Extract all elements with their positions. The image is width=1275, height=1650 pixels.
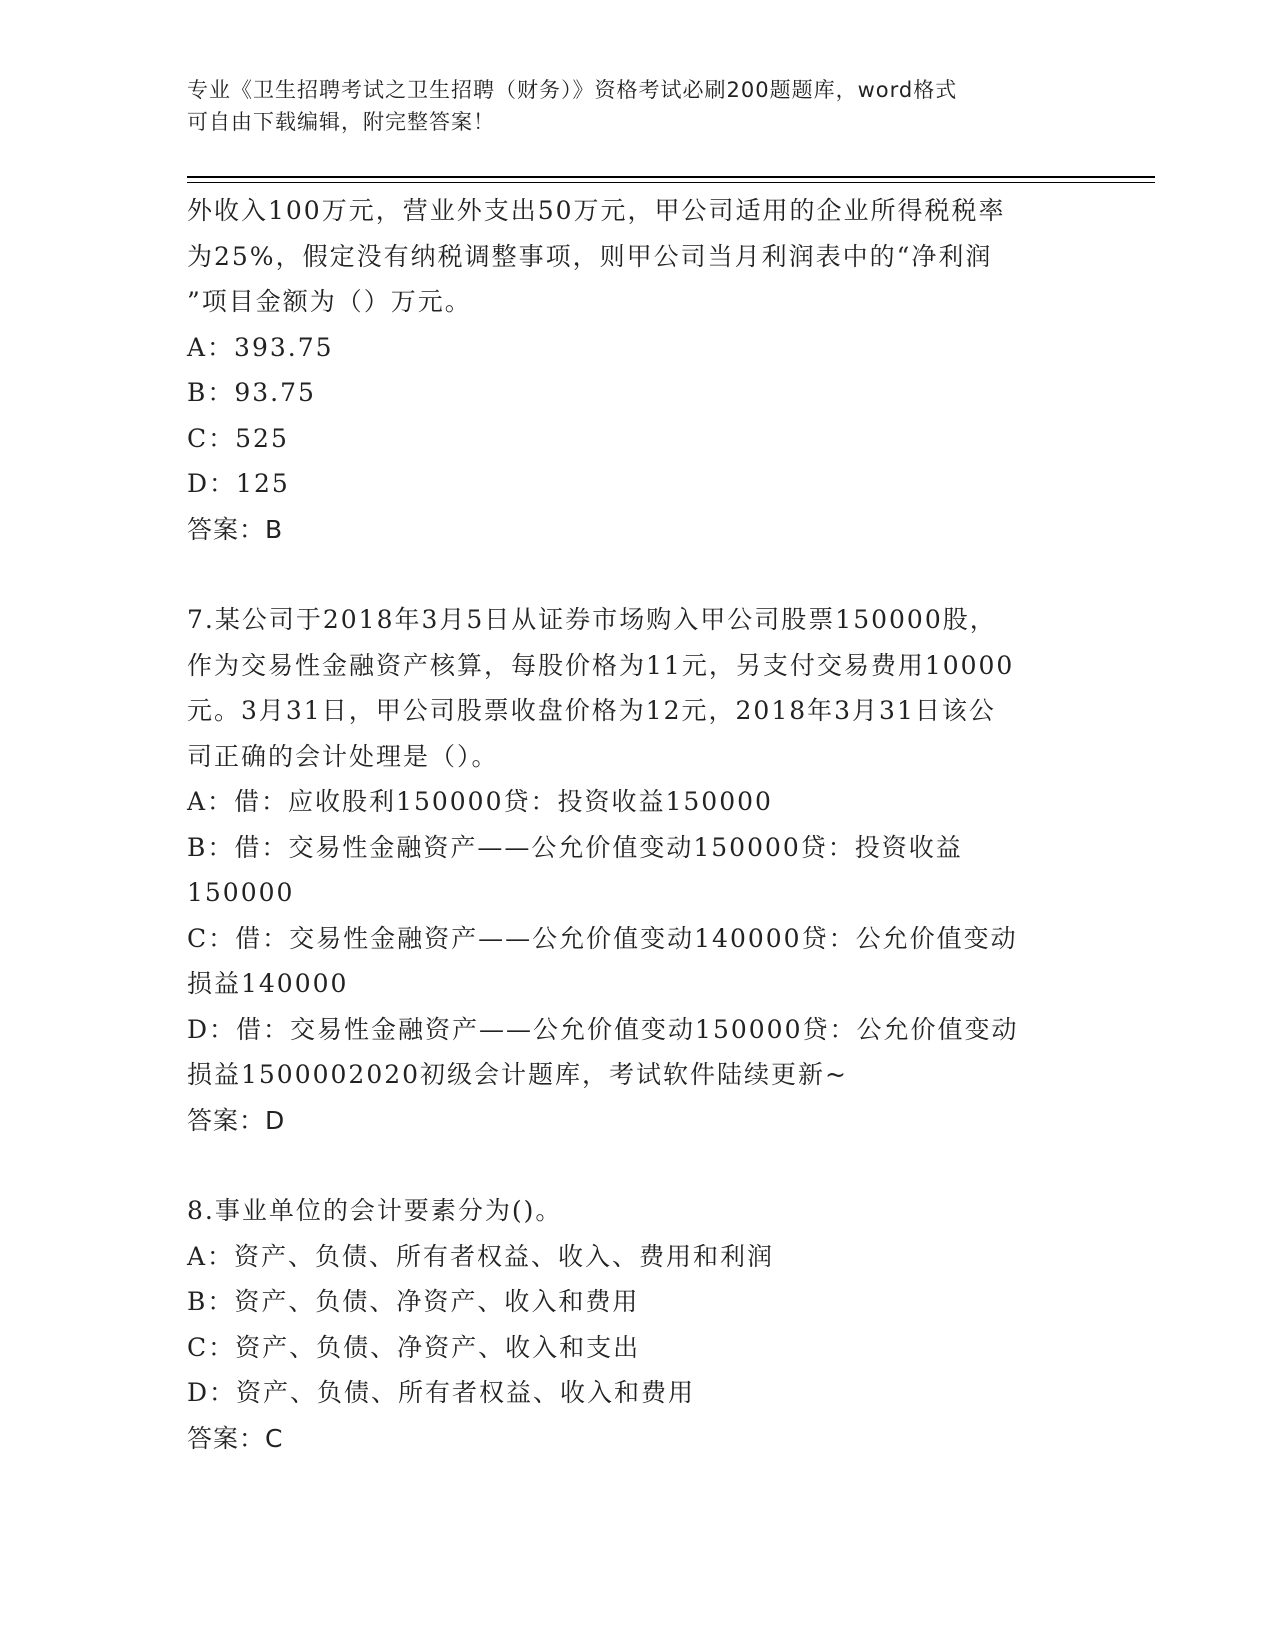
option-a: A：资产、负债、所有者权益、收入、费用和利润 (187, 1241, 775, 1271)
question-spacer (187, 552, 1067, 597)
question-stem-line: ”项目金额为（）万元。 (187, 287, 472, 316)
option-d: D：125 (187, 469, 290, 498)
header-line-2: 可自由下载编辑，附完整答案！ (187, 110, 495, 134)
option-a: A：393.75 (187, 332, 334, 362)
question-stem-line: 为25%，假定没有纳税调整事项，则甲公司当月利润表中的“净利润 (187, 241, 993, 271)
page-header (187, 74, 1067, 138)
question-stem-line: 8.事业单位的会计要素分为()。 (187, 1196, 563, 1225)
question-8 (187, 1188, 1067, 1461)
header-line-1: 专业《卫生招聘考试之卫生招聘（财务）》资格考试必刷200题题库，word格式 (187, 78, 958, 102)
question-6 (187, 188, 1067, 552)
option-c: C：借：交易性金融资产——公允价值变动140000贷：公允价值变动 (187, 923, 1018, 953)
option-c-continued: 损益140000 (187, 969, 349, 998)
question-7 (187, 597, 1067, 1143)
option-d-continued: 损益1500002020初级会计题库，考试软件陆续更新~ (187, 1060, 849, 1089)
question-stem-line: 元。3月31日，甲公司股票收盘价格为12元，2018年3月31日该公 (187, 696, 996, 725)
answer-label: 答案：D (187, 1105, 286, 1135)
question-spacer (187, 1143, 1067, 1188)
header-rule-thin (187, 182, 1155, 183)
question-stem-line: 外收入100万元，营业外支出50万元，甲公司适用的企业所得税税率 (187, 196, 1006, 225)
header-rule-thick (187, 176, 1155, 178)
option-d: D：资产、负债、所有者权益、收入和费用 (187, 1378, 696, 1407)
option-c: C：525 (187, 423, 289, 453)
answer-label: 答案：B (187, 514, 284, 544)
question-stem-line: 作为交易性金融资产核算，每股价格为11元，另支付交易费用10000 (187, 650, 1015, 680)
option-b: B：93.75 (187, 378, 316, 407)
question-content (187, 188, 1067, 1461)
option-b-continued: 150000 (187, 878, 295, 907)
answer-label: 答案：C (187, 1423, 284, 1453)
question-stem-line: 7.某公司于2018年3月5日从证券市场购入甲公司股票150000股， (187, 605, 997, 634)
option-d: D：借：交易性金融资产——公允价值变动150000贷：公允价值变动 (187, 1014, 1019, 1044)
option-b: B：借：交易性金融资产——公允价值变动150000贷：投资收益 (187, 832, 963, 862)
option-b: B：资产、负债、净资产、收入和费用 (187, 1287, 640, 1316)
question-stem-line: 司正确的会计处理是（）。 (187, 741, 499, 771)
option-a: A：借：应收股利150000贷：投资收益150000 (187, 787, 773, 816)
option-c: C：资产、负债、净资产、收入和支出 (187, 1332, 641, 1362)
